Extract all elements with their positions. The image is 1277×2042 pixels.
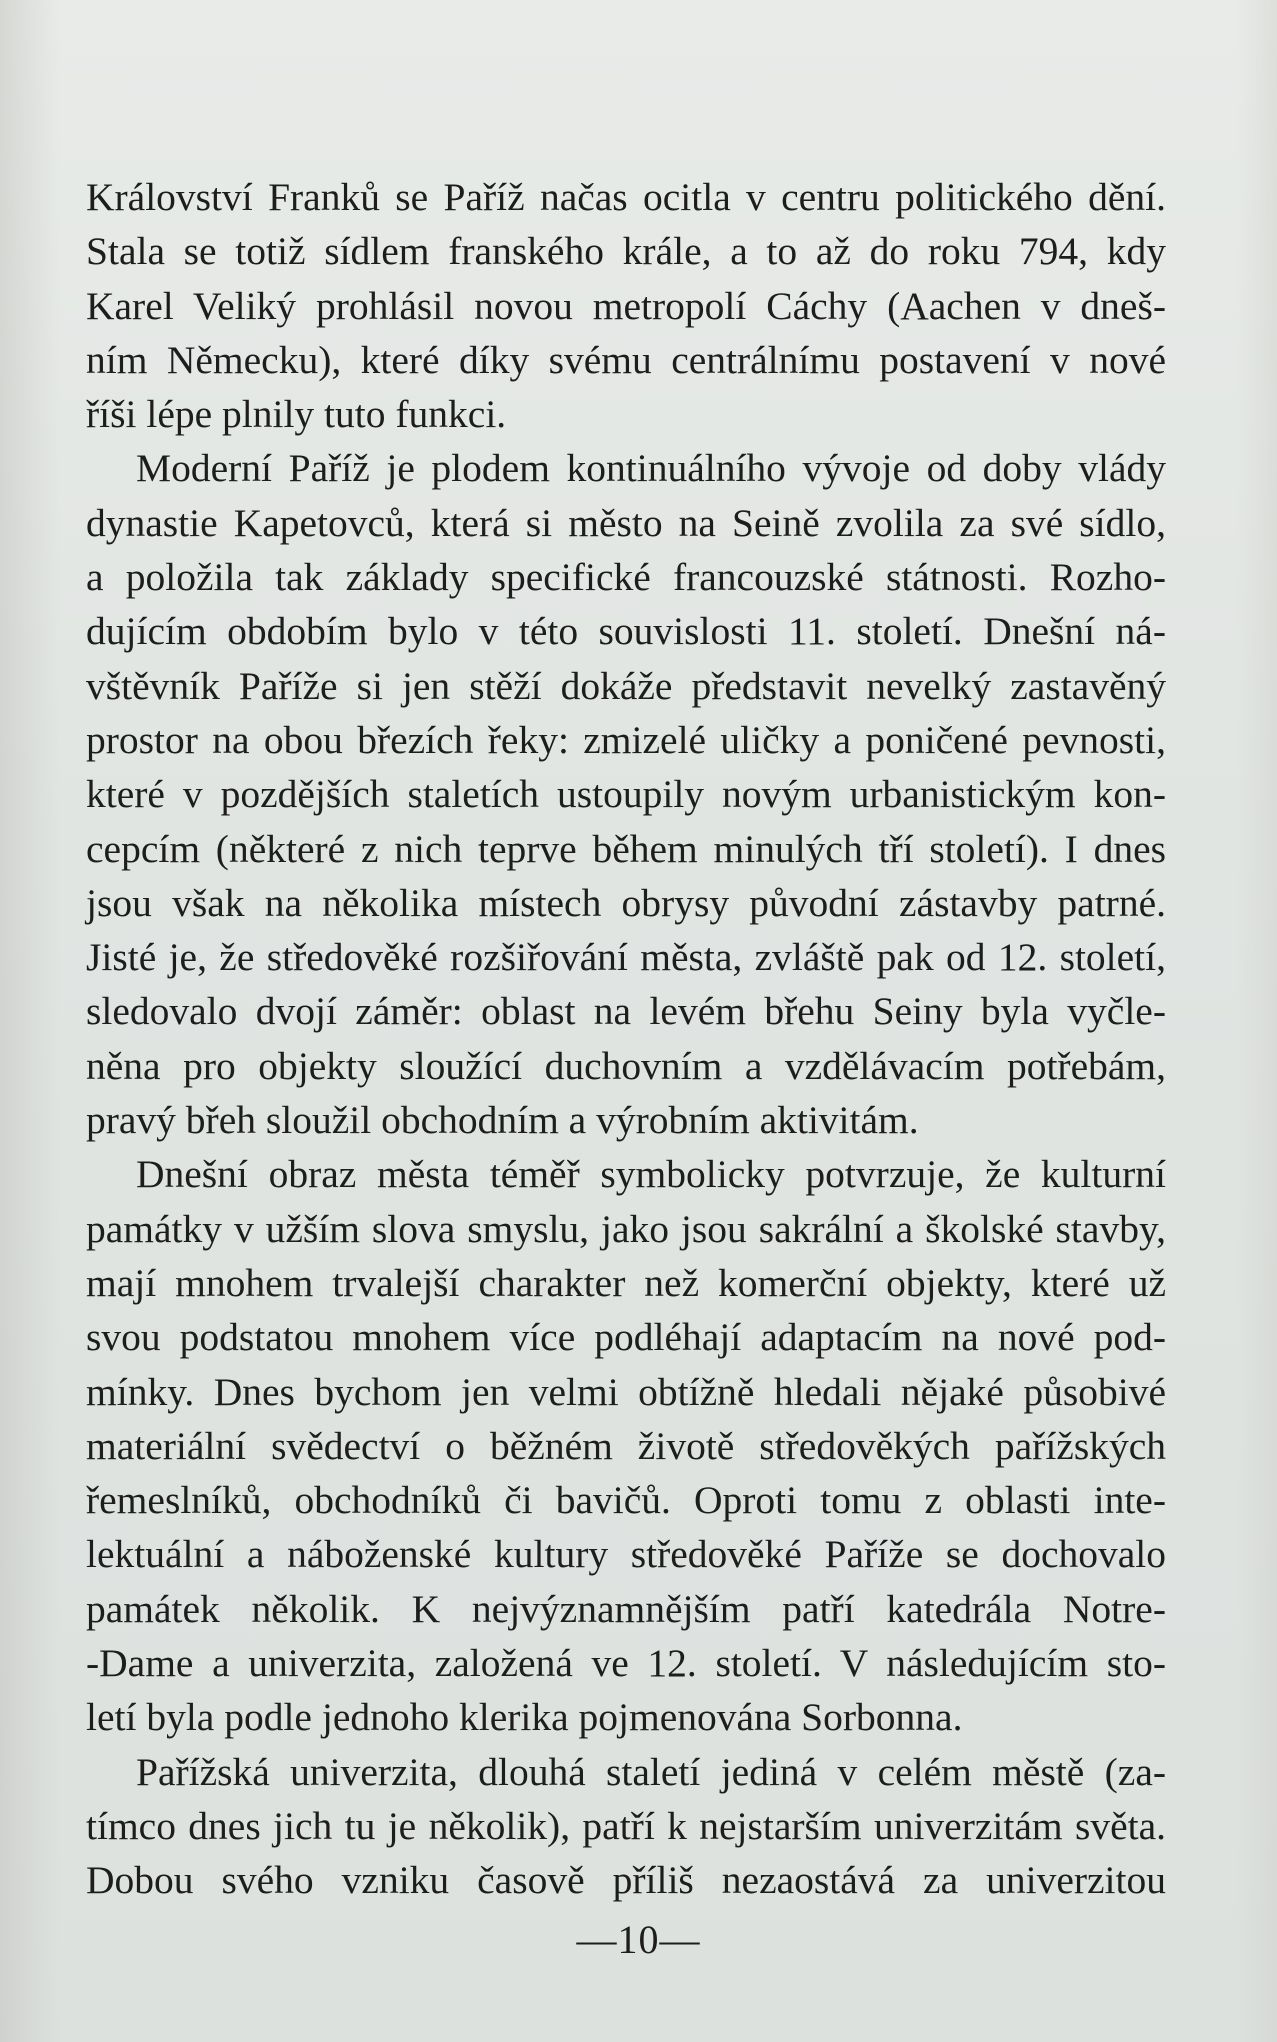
- text-line: Stala se totiž sídlem franského krále, a to až do roku 794, kdy: [86, 229, 1166, 274]
- text-line: Království Franků se Paříž načas ocitla v centru politického dění.: [86, 175, 1166, 219]
- text-line: tímco dnes jich tu je několik), patří k nejstarším univerzitám světa.: [86, 1803, 1166, 1848]
- text-line: něna pro objekty sloužící duchovním a vzdělávacím potřebám,: [86, 1043, 1166, 1088]
- text-line: mínky. Dnes bychom jen velmi obtížně hledali nějaké působivé: [86, 1369, 1166, 1414]
- text-line: říši lépe plnily tuto funkci.: [86, 392, 507, 437]
- text-line: Pařížská univerzita, dlouhá staletí jediná v celém městě (za-: [136, 1749, 1166, 1794]
- text-line: lektuální a náboženské kultury středověké Paříže se dochovalo: [86, 1532, 1166, 1577]
- text-line: letí byla podle jednoho klerika pojmenována Sorbonna.: [86, 1695, 963, 1740]
- text-line: dujícím obdobím bylo v této souvislosti 11. století. Dnešní ná-: [86, 609, 1166, 654]
- text-line: Dnešní obraz města téměř symbolicky potvrzuje, že kulturní: [136, 1152, 1166, 1197]
- text-line: Karel Veliký prohlásil novou metropolí Cáchy (Aachen v dneš-: [86, 283, 1166, 328]
- text-line: památky v užším slova smyslu, jako jsou sakrální a školské stavby,: [86, 1206, 1166, 1251]
- text-line: svou podstatou mnohem více podléhají adaptacím na nové pod-: [86, 1315, 1166, 1360]
- page-edge-shadow-left: [0, 0, 60, 2042]
- text-line: Dobou svého vzniku časově příliš nezaostává za univerzitou: [86, 1858, 1166, 1903]
- text-line: cepcím (některé z nich teprve během minulých tří století). I dnes: [86, 826, 1166, 871]
- page-number: —10—: [576, 1917, 701, 1962]
- text-line: Jisté je, že středověké rozšiřování města, zvláště pak od 12. století,: [86, 935, 1166, 980]
- text-line: jsou však na několika místech obrysy původní zástavby patrné.: [86, 880, 1166, 925]
- text-line: sledovalo dvojí záměr: oblast na levém břehu Seiny byla vyčle-: [86, 989, 1166, 1034]
- text-line: materiální svědectví o běžném životě středověkých pařížských: [86, 1423, 1166, 1468]
- text-line: a položila tak základy specifické francouzské státnosti. Rozho-: [86, 555, 1166, 600]
- text-line: památek několik. K nejvýznamnějším patří katedrála Notre-: [86, 1586, 1166, 1631]
- text-line: ním Německu), které díky svému centrálnímu postavení v nové: [86, 337, 1166, 382]
- text-line: prostor na obou březích řeky: zmizelé uličky a poničené pevnosti,: [86, 717, 1166, 762]
- text-line: vštěvník Paříže si jen stěží dokáže představit nevelký zastavěný: [86, 663, 1166, 708]
- text-line: dynastie Kapetovců, která si město na Seině zvolila za své sídlo,: [86, 500, 1166, 545]
- text-line: mají mnohem trvalejší charakter než komerční objekty, které už: [86, 1260, 1166, 1305]
- text-line: Moderní Paříž je plodem kontinuálního vývoje od doby vlády: [136, 446, 1166, 491]
- text-line: pravý břeh sloužil obchodním a výrobním aktivitám.: [86, 1098, 919, 1143]
- text-line: -Dame a univerzita, založená ve 12. století. V následujícím sto-: [86, 1641, 1166, 1686]
- text-line: které v pozdějších staletích ustoupily novým urbanistickým kon-: [86, 772, 1166, 817]
- page-edge-shadow-right: [1237, 0, 1277, 2042]
- text-line: řemeslníků, obchodníků či bavičů. Oproti tomu z oblasti inte-: [86, 1478, 1166, 1523]
- body-text: [86, 170, 1166, 1908]
